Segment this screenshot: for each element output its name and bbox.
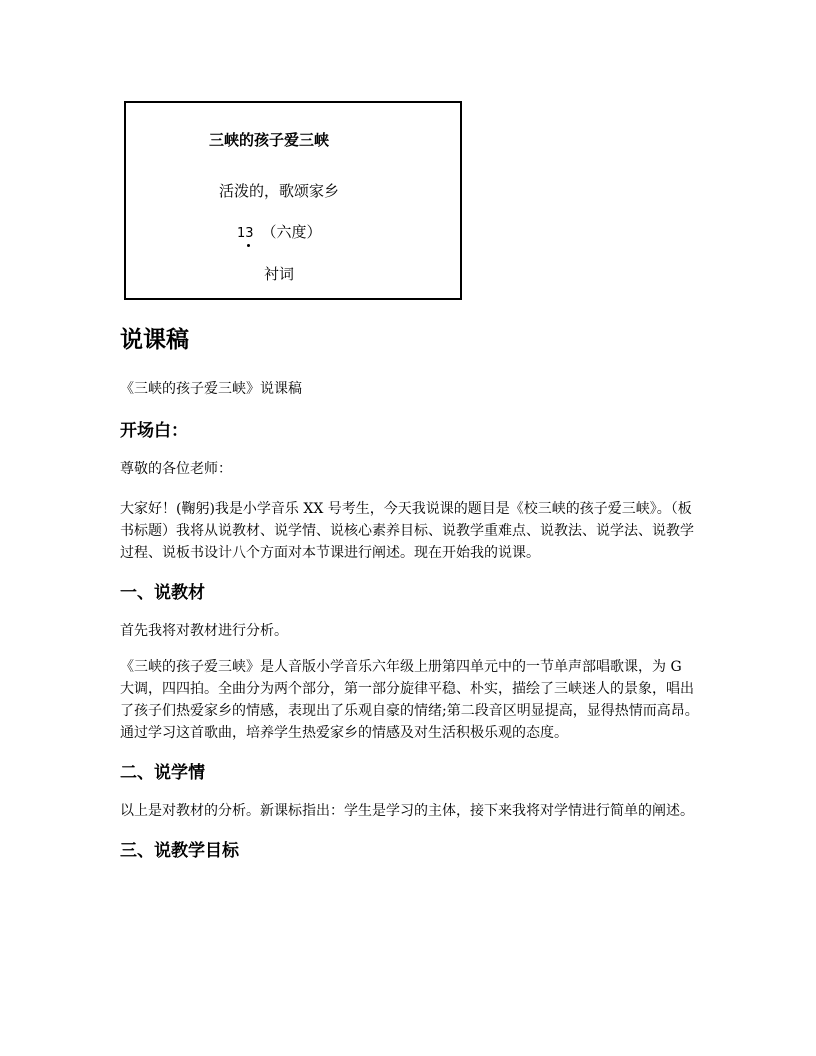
opening-heading: 开场白： <box>120 421 188 441</box>
board-interval-label: （六度） <box>261 223 322 241</box>
dot-mark-icon <box>247 244 250 247</box>
board-interval-line <box>237 221 322 242</box>
blackboard-design-box <box>124 101 462 300</box>
board-mood-text: 活泼的，歌颂家乡 <box>219 182 340 200</box>
section-3-heading: 三、说教学目标 <box>120 841 239 861</box>
greeting-paragraph: 尊敬的各位老师： <box>120 461 232 477</box>
board-song-title: 三峡的孩子爱三峡 <box>209 131 330 149</box>
board-interval-number: 13 <box>237 226 254 241</box>
section-2-heading: 二、说学情 <box>120 763 205 783</box>
document-body <box>120 322 700 864</box>
section-2-paragraph: 以上是对教材的分析。新课标指出：学生是学习的主体，接下来我将对学情进行简单的阐述。 <box>120 803 694 819</box>
page-title: 说课稿 <box>120 327 189 353</box>
section-1-heading: 一、说教材 <box>120 583 205 603</box>
board-lyric-text: 衬词 <box>264 265 295 283</box>
section-1-paragraph-2: 《三峡的孩子爱三峡》是人音版小学音乐六年级上册第四单元中的一节单声部唱歌课，为 G 大调，四四拍。全曲分为两个部分，第一部分旋律平稳、朴实，描绘了三峡迷人的景象，唱出了孩子们热爱家乡的情感，表现出了乐观自豪的情绪;第二段音区明显提高，显得热情而高昂。通过学习这首歌曲，培养学生热爱家乡的情感及对生活积极乐观的态度。 <box>120 659 699 741</box>
doc-subtitle: 《三峡的孩子爱三峡》说课稿 <box>120 381 302 397</box>
intro-paragraph: 大家好！(鞠躬)我是小学音乐 XX 号考生，今天我说课的题目是《校三峡的孩子爱三峡》。（板书标题）我将从说教材、说学情、说核心素养目标、说教学重难点、说教法、说学法、说教学过程、说板书设计八个方面对本节课进行阐述。现在开始我的说课。 <box>120 501 694 561</box>
section-1-paragraph-1: 首先我将对教材进行分析。 <box>120 623 288 639</box>
